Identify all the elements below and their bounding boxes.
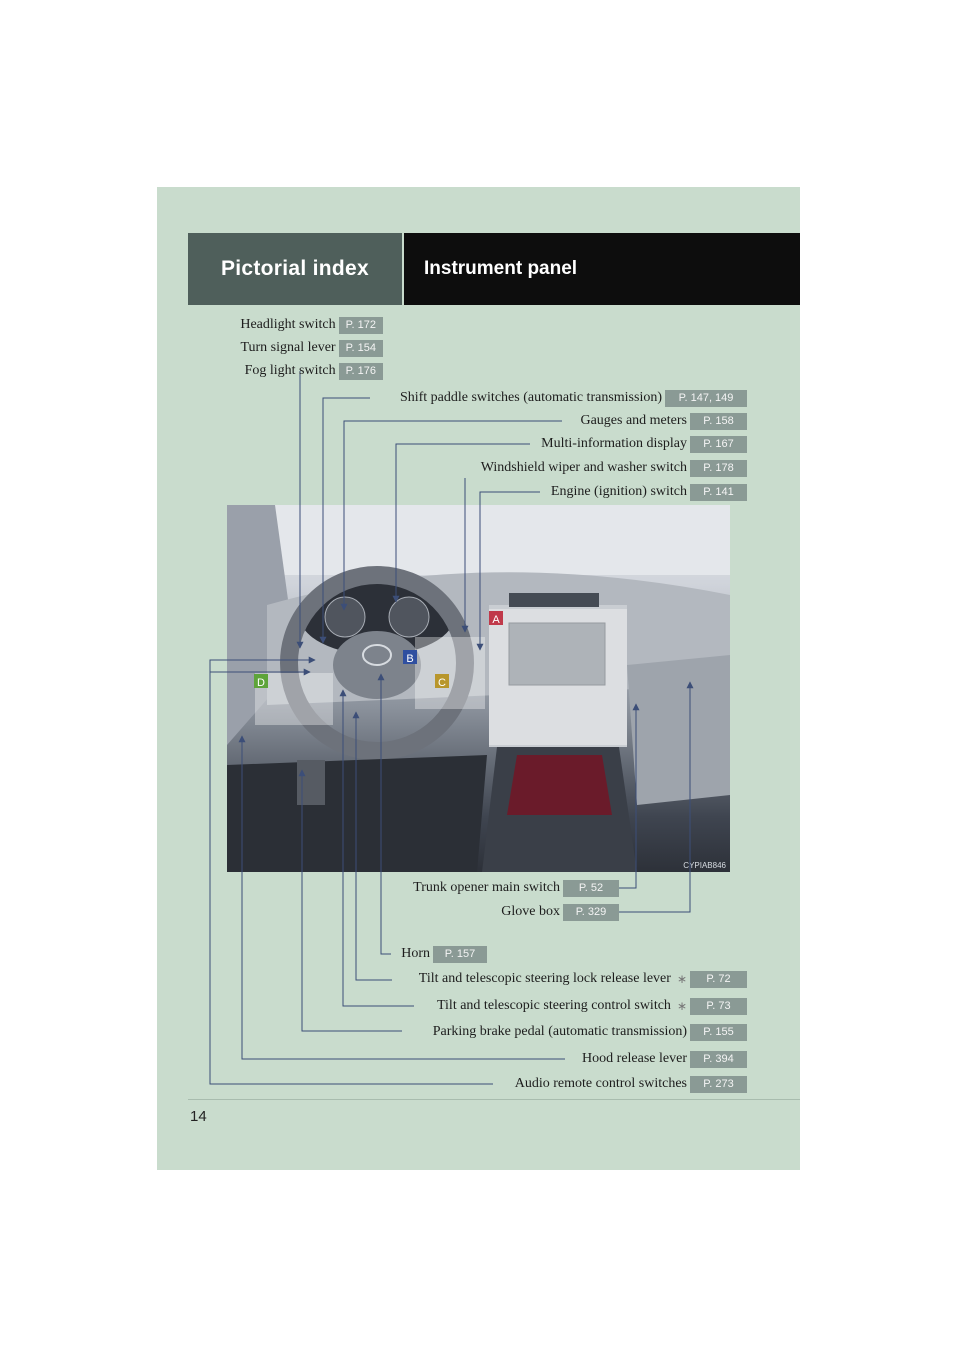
leader-tilt-lock (356, 712, 392, 980)
tilt-lock-page-ref[interactable]: P. 72 (690, 971, 747, 988)
marker-a-label: A (492, 614, 500, 626)
callout-tilt-control (437, 996, 747, 1016)
callout-gauges (580, 411, 747, 431)
audio-remote-page-ref[interactable]: P. 273 (690, 1076, 747, 1093)
tilt-lock-star: ∗ (676, 972, 687, 986)
wiper-label: Windshield wiper and washer switch (480, 460, 687, 475)
gauges-page-ref[interactable]: P. 158 (690, 413, 747, 430)
callout-headlight (150, 315, 383, 335)
wiper-page-ref[interactable]: P. 178 (690, 460, 747, 477)
marker-d-label: D (257, 677, 265, 689)
headlight-page-ref[interactable]: P. 172 (339, 317, 383, 334)
horn-label: Horn (401, 946, 430, 961)
callout-fog-light (150, 361, 383, 381)
multi-info-page-ref[interactable]: P. 167 (690, 436, 747, 453)
multi-info-label: Multi-information display (541, 436, 687, 451)
horn-page-ref[interactable]: P. 157 (433, 946, 487, 963)
callout-shift-paddle (400, 388, 747, 408)
leader-audio-remote-a (210, 660, 493, 1084)
turn-signal-label: Turn signal lever (240, 340, 336, 355)
callout-audio-remote (515, 1074, 747, 1094)
trunk-opener-page-ref[interactable]: P. 52 (563, 880, 619, 897)
gauges-label: Gauges and meters (580, 413, 687, 428)
leader-trunk-opener (619, 704, 636, 888)
tilt-control-star: ∗ (676, 999, 687, 1013)
audio-remote-label: Audio remote control switches (514, 1076, 687, 1091)
photo-code: CYPIAB846 (683, 861, 726, 870)
shift-paddle-page-ref[interactable]: P. 147, 149 (665, 390, 747, 407)
callout-multi-info (541, 434, 747, 454)
headlight-label: Headlight switch (240, 317, 336, 332)
callout-hood-release (582, 1049, 747, 1069)
engine-page-ref[interactable]: P. 141 (690, 484, 747, 501)
marker-c-label: C (438, 677, 446, 689)
tilt-lock-label: Tilt and telescopic steering lock release lever (418, 971, 671, 986)
callout-parking-brake (433, 1022, 747, 1042)
leader-horn (381, 674, 391, 954)
glove-box-label: Glove box (501, 904, 560, 919)
hood-release-page-ref[interactable]: P. 394 (690, 1051, 747, 1068)
callout-trunk-opener (413, 878, 619, 898)
page-title: Instrument panel (404, 233, 800, 305)
leader-glove-box (619, 682, 690, 912)
section-title: Pictorial index (188, 233, 402, 305)
tilt-control-label: Tilt and telescopic steering control switch (436, 998, 671, 1013)
parking-brake-page-ref[interactable]: P. 155 (690, 1024, 747, 1041)
parking-brake-label: Parking brake pedal (automatic transmission) (432, 1024, 687, 1039)
callout-turn-signal (150, 338, 383, 358)
tilt-control-page-ref[interactable]: P. 73 (690, 998, 747, 1015)
page-number: 14 (190, 1108, 207, 1125)
fog-light-label: Fog light switch (244, 363, 336, 378)
shift-paddle-label: Shift paddle switches (automatic transmission) (399, 390, 662, 405)
turn-signal-page-ref[interactable]: P. 154 (339, 340, 383, 357)
callout-engine (551, 482, 747, 502)
callout-glove-box (501, 902, 619, 922)
leader-engine (480, 492, 540, 650)
fog-light-page-ref[interactable]: P. 176 (339, 363, 383, 380)
bottom-divider (188, 1099, 800, 1100)
trunk-opener-label: Trunk opener main switch (413, 880, 560, 895)
leader-shift-paddle (323, 398, 370, 643)
callout-horn (401, 944, 487, 964)
leader-parking-brake (302, 770, 402, 1031)
glove-box-page-ref[interactable]: P. 329 (563, 904, 619, 921)
leader-gauges (344, 421, 562, 610)
marker-b-label: B (406, 653, 414, 665)
engine-label: Engine (ignition) switch (550, 484, 687, 499)
hood-release-label: Hood release lever (582, 1051, 687, 1066)
callout-tilt-lock (419, 969, 747, 989)
callout-wiper (481, 458, 747, 478)
